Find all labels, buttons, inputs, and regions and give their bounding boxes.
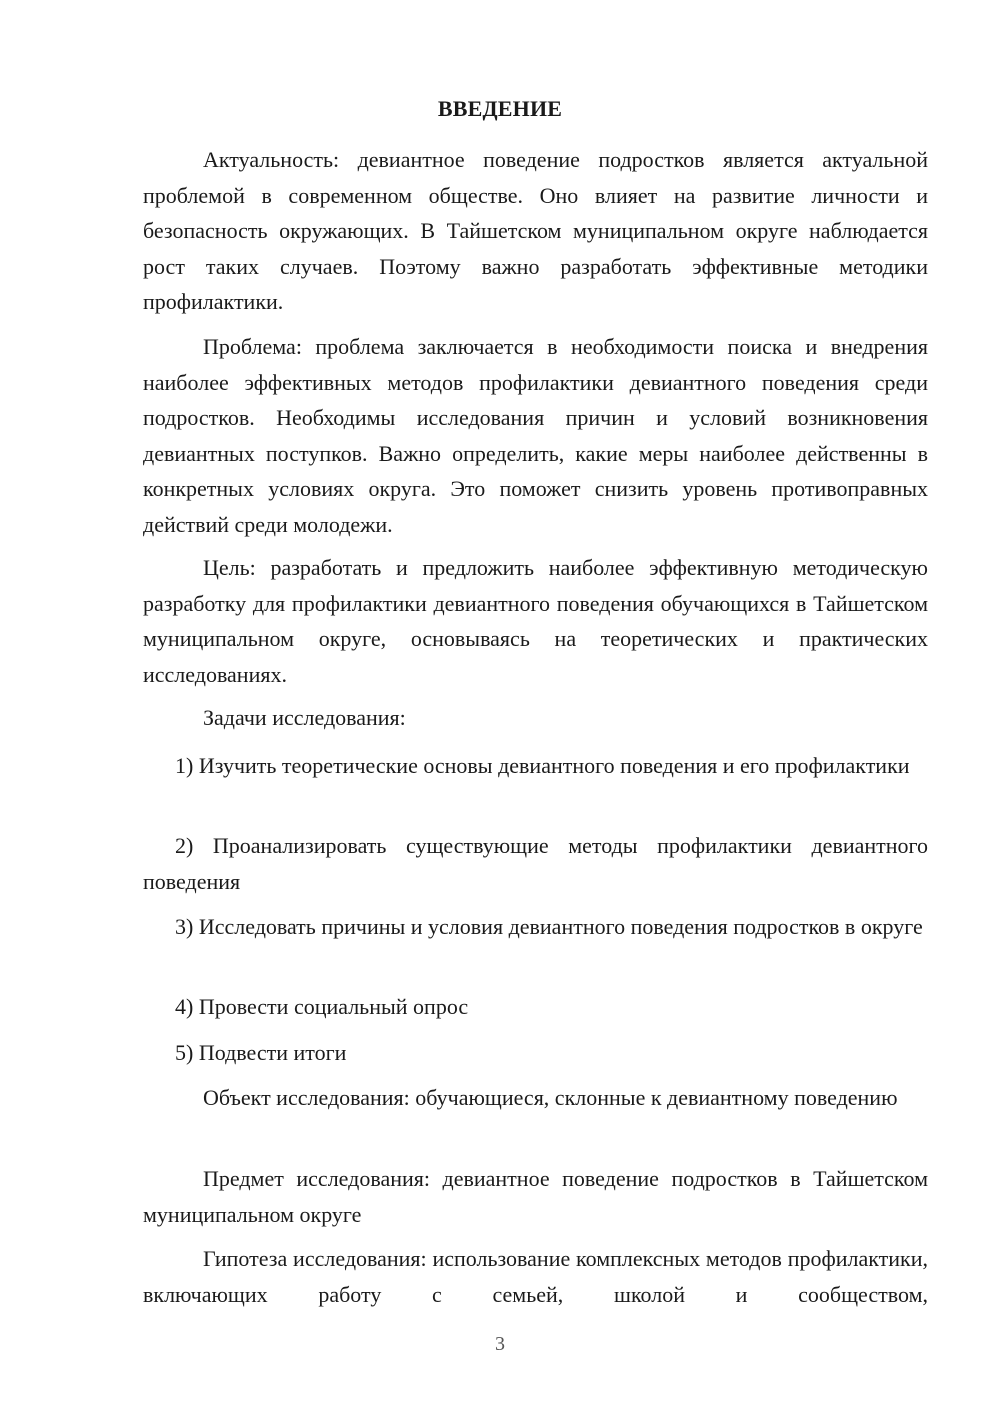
task-item-5: 5) Подвести итоги bbox=[175, 1040, 347, 1065]
paragraph-subject: Предмет исследования: девиантное поведение подростков в Тайшетском муниципальном округе bbox=[143, 1166, 928, 1227]
paragraph-object: Объект исследования: обучающиеся, склонные к девиантному поведению bbox=[203, 1085, 898, 1110]
paragraph-relevance: Актуальность: девиантное поведение подростков является актуальной проблемой в современном обществе. Оно влияет на развитие личности и безопасность окружающих. В Тайшетском муниципальном округе наблюдается рост таких случаев. Поэтому важно разработать эффективные методики профилактики. bbox=[143, 147, 928, 314]
task-item-3: 3) Исследовать причины и условия девиантного поведения подростков в округе bbox=[175, 914, 923, 939]
paragraph-problem: Проблема: проблема заключается в необходимости поиска и внедрения наиболее эффективных методов профилактики девиантного поведения среди подростков. Необходимы исследования причин и условий возникновения девиантных поступков. Важно определить, какие меры наиболее действенны в конкретных условиях округа. Это поможет снизить уровень противоправных действий среди молодежи. bbox=[143, 334, 928, 537]
task-item-2: 2) Проанализировать существующие методы профилактики девиантного поведения bbox=[143, 833, 928, 894]
task-item-1: 1) Изучить теоретические основы девиантного поведения и его профилактики bbox=[175, 753, 910, 778]
paragraph-hypothesis: Гипотеза исследования: использование комплексных методов профилактики, включающих работу с семьей, школой и сообществом, bbox=[143, 1246, 928, 1307]
tasks-title: Задачи исследования: bbox=[203, 705, 406, 730]
page-number: 3 bbox=[495, 1333, 505, 1355]
paragraph-goal: Цель: разработать и предложить наиболее эффективную методическую разработку для профилактики девиантного поведения обучающихся в Тайшетском муниципальном округе, основываясь на теоретических и практических исследованиях. bbox=[143, 555, 928, 687]
section-heading: ВВЕДЕНИЕ bbox=[437, 96, 563, 121]
task-item-4: 4) Провести социальный опрос bbox=[175, 994, 469, 1019]
